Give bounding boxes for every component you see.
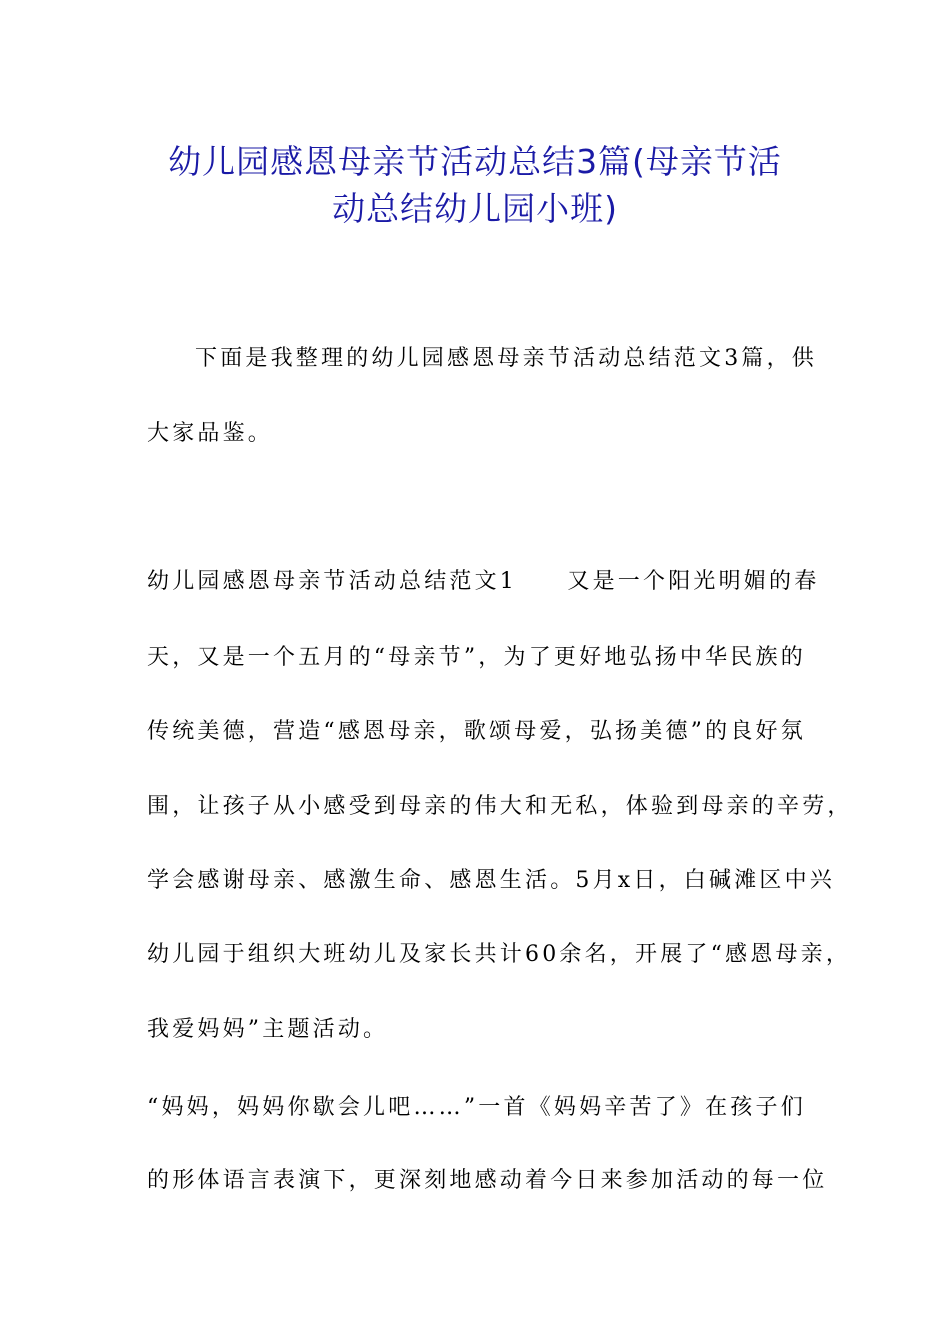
section-1-paragraph-line: 幼儿园感恩母亲节活动总结范文1 又是一个阳光明媚的春	[147, 569, 820, 594]
section-1-paragraph-line: 幼儿园于组织大班幼儿及家长共计60余名，开展了“感恩母亲，	[147, 942, 852, 967]
section-1-paragraph-line: 天，又是一个五月的“母亲节”，为了更好地弘扬中华民族的	[147, 645, 806, 670]
section-1-paragraph-line: 我爱妈妈”主题活动。	[147, 1017, 389, 1042]
section-2-paragraph-line: “妈妈，妈妈你歇会儿吧……”一首《妈妈辛苦了》在孩子们	[147, 1095, 806, 1120]
section-1-paragraph-line: 围，让孩子从小感受到母亲的伟大和无私，体验到母亲的辛劳，	[147, 794, 853, 819]
intro-paragraph-line: 下面是我整理的幼儿园感恩母亲节活动总结范文3篇，供	[195, 346, 817, 371]
document-title-line-2: 动总结幼儿园小班)	[332, 189, 618, 228]
document-title-line-1: 幼儿园感恩母亲节活动总结3篇(母亲节活	[168, 142, 782, 181]
section-1-paragraph-line: 传统美德，营造“感恩母亲，歌颂母爱，弘扬美德”的良好氛	[147, 719, 806, 744]
section-2-paragraph-line: 的形体语言表演下，更深刻地感动着今日来参加活动的每一位	[147, 1168, 828, 1193]
section-1-paragraph-line: 学会感谢母亲、感激生命、感恩生活。5月x日，白碱滩区中兴	[147, 868, 836, 893]
intro-paragraph-line: 大家品鉴。	[147, 421, 274, 446]
